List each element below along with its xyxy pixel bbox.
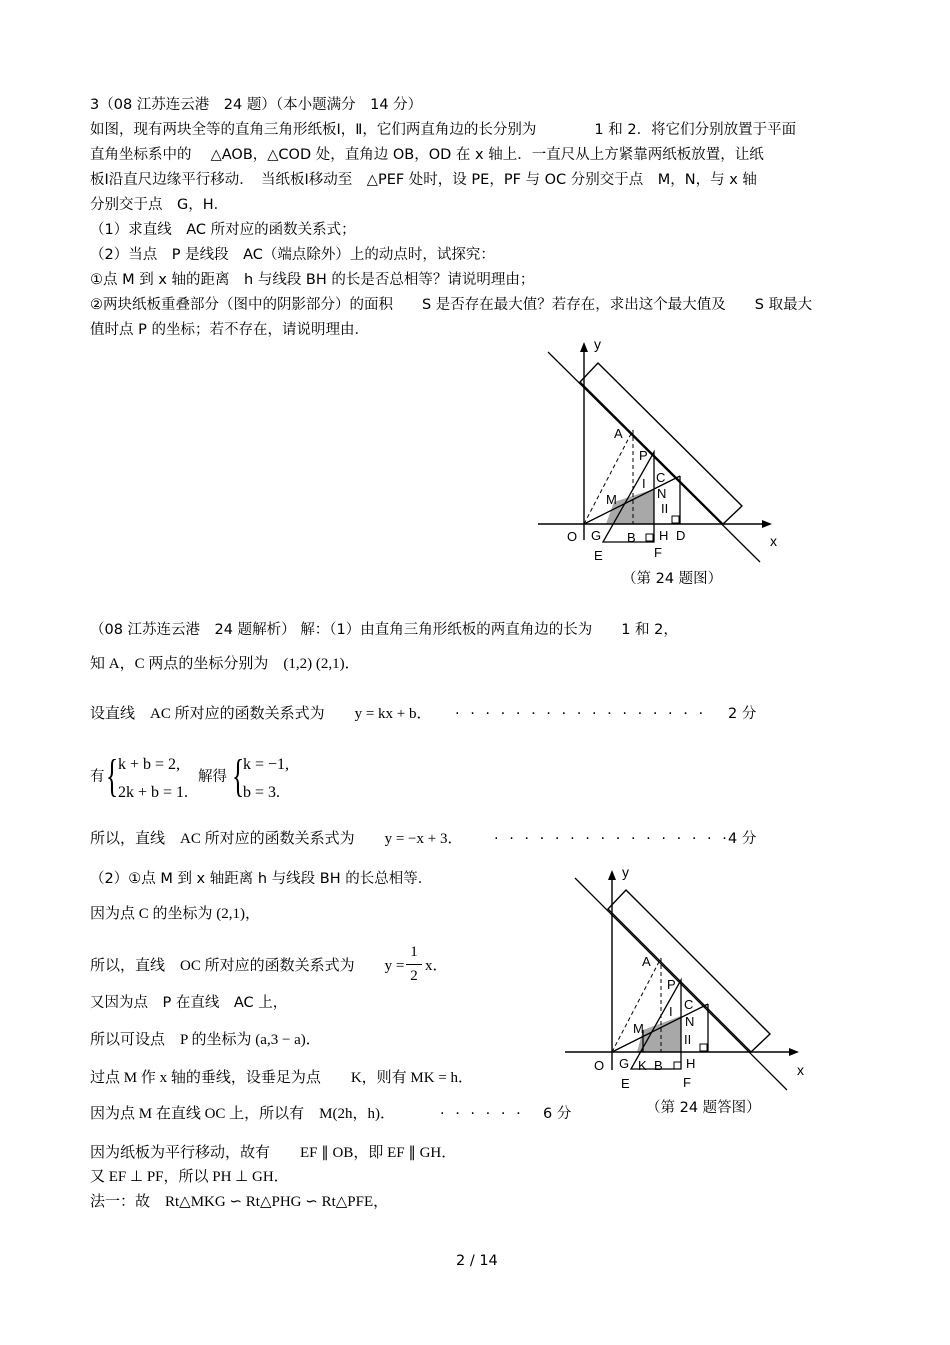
- fraction-denominator: 2: [410, 968, 418, 984]
- y-axis-arrow: [608, 870, 616, 880]
- fraction-bar: [406, 964, 422, 965]
- label-x: x: [797, 1062, 804, 1078]
- problem-line: （1）求直线 AC 所对应的函数关系式；: [90, 222, 356, 238]
- label-i: I: [669, 1004, 673, 1019]
- label-o: O: [567, 529, 578, 544]
- label-a: A: [642, 954, 651, 969]
- label-k: K: [638, 1058, 647, 1073]
- score: 2 分: [728, 706, 757, 722]
- problem-line: 板Ⅰ沿直尺边缘平行移动． 当纸板Ⅰ移动至 △PEF 处时，设 PE，PF 与 OC 分别交于点 M，N，与 x 轴: [90, 172, 757, 188]
- problem-title: 3（08 江苏连云港 24 题）（本小题满分 14 分）: [90, 97, 423, 113]
- score: 4 分: [728, 831, 757, 847]
- label-d: D: [676, 528, 686, 543]
- right-angle-mark: [700, 1044, 707, 1051]
- label-x: x: [770, 533, 777, 549]
- label-p: P: [667, 977, 676, 992]
- solution-line: （2）①点 M 到 x 轴距离 h 与线段 BH 的长总相等．: [90, 871, 433, 887]
- fraction-numerator: 1: [410, 944, 418, 960]
- solution-line: 过点 M 作 x 轴的垂线，设垂足为点 K，则有 MK = h．: [90, 1070, 474, 1086]
- figure-1: [530, 335, 790, 595]
- label-g: G: [591, 528, 602, 543]
- right-angle-mark: [646, 534, 653, 541]
- page-number: 2 / 14: [456, 1253, 498, 1269]
- label-c: C: [656, 470, 666, 485]
- equation: b = 3.: [243, 784, 281, 801]
- solution-line: 所以可设点 P 的坐标为 (a,3 − a)．: [90, 1032, 321, 1048]
- problem-line: （2）当点 P 是线段 AC（端点除外）上的动点时，试探究：: [90, 247, 495, 263]
- label-h: H: [686, 1056, 696, 1071]
- figure-2-caption: （第 24 题答图）: [646, 1100, 761, 1116]
- equation: 2k + b = 1.: [118, 784, 189, 801]
- score-dots: · · · · · · · · · · · · · · · ·: [494, 831, 730, 847]
- label-f: F: [654, 545, 662, 560]
- label-m: M: [606, 492, 617, 507]
- score-dots: · · · · · · · · · · · · · · · · ·: [455, 706, 707, 722]
- solution-line: 法一：故 Rt△MKG ∽ Rt△PHG ∽ Rt△PFE，: [90, 1194, 389, 1210]
- solution-line: 所以，直线 OC 所对应的函数关系式为 y =: [90, 958, 405, 974]
- x-axis-arrow: [789, 1048, 799, 1056]
- solution-you: 有: [90, 769, 105, 785]
- problem-line: 如图，现有两块全等的直角三角形纸板Ⅰ，Ⅱ，它们两直角边的长分别为 1 和 2．将它们分别放置于平面: [90, 122, 797, 138]
- left-brace: {: [106, 750, 119, 801]
- label-i: I: [642, 476, 646, 491]
- figure-2: [555, 860, 815, 1120]
- equation: k + b = 2,: [118, 756, 181, 773]
- solution-line: 因为纸板为平行移动，故有 EF ∥ OB，即 EF ∥ GH．: [90, 1145, 457, 1161]
- label-y: y: [622, 864, 629, 880]
- problem-line: 值时点 P 的坐标；若不存在，请说明理由．: [90, 322, 369, 338]
- label-n: N: [657, 486, 667, 501]
- label-g: G: [619, 1056, 630, 1071]
- score-dots: · · · · · ·: [440, 1106, 524, 1122]
- label-ii: II: [661, 501, 669, 516]
- problem-line: 分别交于点 G，H．: [90, 197, 229, 213]
- problem-line: 直角坐标系中的 △AOB，△COD 处，直角边 OB，OD 在 x 轴上．一直尺从上方紧靠两纸板放置，让纸: [90, 147, 764, 163]
- right-angle-mark: [674, 1062, 681, 1069]
- solution-line: 因为点 M 在直线 OC 上，所以有 M(2h，h)．: [90, 1106, 396, 1122]
- right-angle-mark: [672, 516, 679, 523]
- label-m: M: [633, 1021, 644, 1036]
- label-y: y: [594, 336, 601, 352]
- equation: k = −1,: [243, 756, 290, 773]
- label-e: E: [621, 1076, 630, 1091]
- problem-line: ①点 M 到 x 轴的距离 h 与线段 BH 的长是否总相等？请说明理由；: [90, 272, 535, 288]
- x-axis-arrow: [762, 520, 772, 528]
- label-p: P: [639, 448, 648, 463]
- label-b: B: [654, 1058, 663, 1073]
- solution-line: 又 EF ⊥ PF，所以 PH ⊥ GH．: [90, 1169, 289, 1185]
- label-h: H: [659, 528, 669, 543]
- figure-1-caption: （第 24 题图）: [622, 571, 723, 587]
- label-e: E: [594, 548, 603, 563]
- label-a: A: [614, 426, 623, 441]
- solution-line: 因为点 C 的坐标为 (2,1)，: [90, 906, 260, 922]
- label-n: N: [685, 1014, 695, 1029]
- left-brace: {: [232, 750, 245, 801]
- solution-set-line: 设直线 AC 所对应的函数关系式为 y = kx + b．: [90, 706, 432, 722]
- y-axis-arrow: [580, 342, 588, 352]
- solution-jiede: 解得: [198, 769, 227, 785]
- solution-coords: 知 A，C 两点的坐标分别为 (1,2) (2,1)．: [90, 656, 360, 672]
- problem-line: ②两块纸板重叠部分（图中的阴影部分）的面积 S 是否存在最大值？若存在，求出这个最大值及 S 取最大: [90, 297, 813, 313]
- label-b: B: [627, 530, 636, 545]
- solution-line: x．: [425, 958, 448, 974]
- label-ii: II: [684, 1032, 692, 1047]
- score: 6 分: [543, 1106, 572, 1122]
- label-o: O: [594, 1058, 605, 1073]
- solution-result: 所以，直线 AC 所对应的函数关系式为 y = −x + 3．: [90, 831, 463, 847]
- label-c: C: [684, 997, 694, 1012]
- label-f: F: [683, 1075, 691, 1090]
- solution-line: 又因为点 P 在直线 AC 上，: [90, 995, 288, 1011]
- solution-intro: （08 江苏连云港 24 题解析） 解：（1）由直角三角形纸板的两直角边的长为 1 和 2，: [90, 622, 678, 638]
